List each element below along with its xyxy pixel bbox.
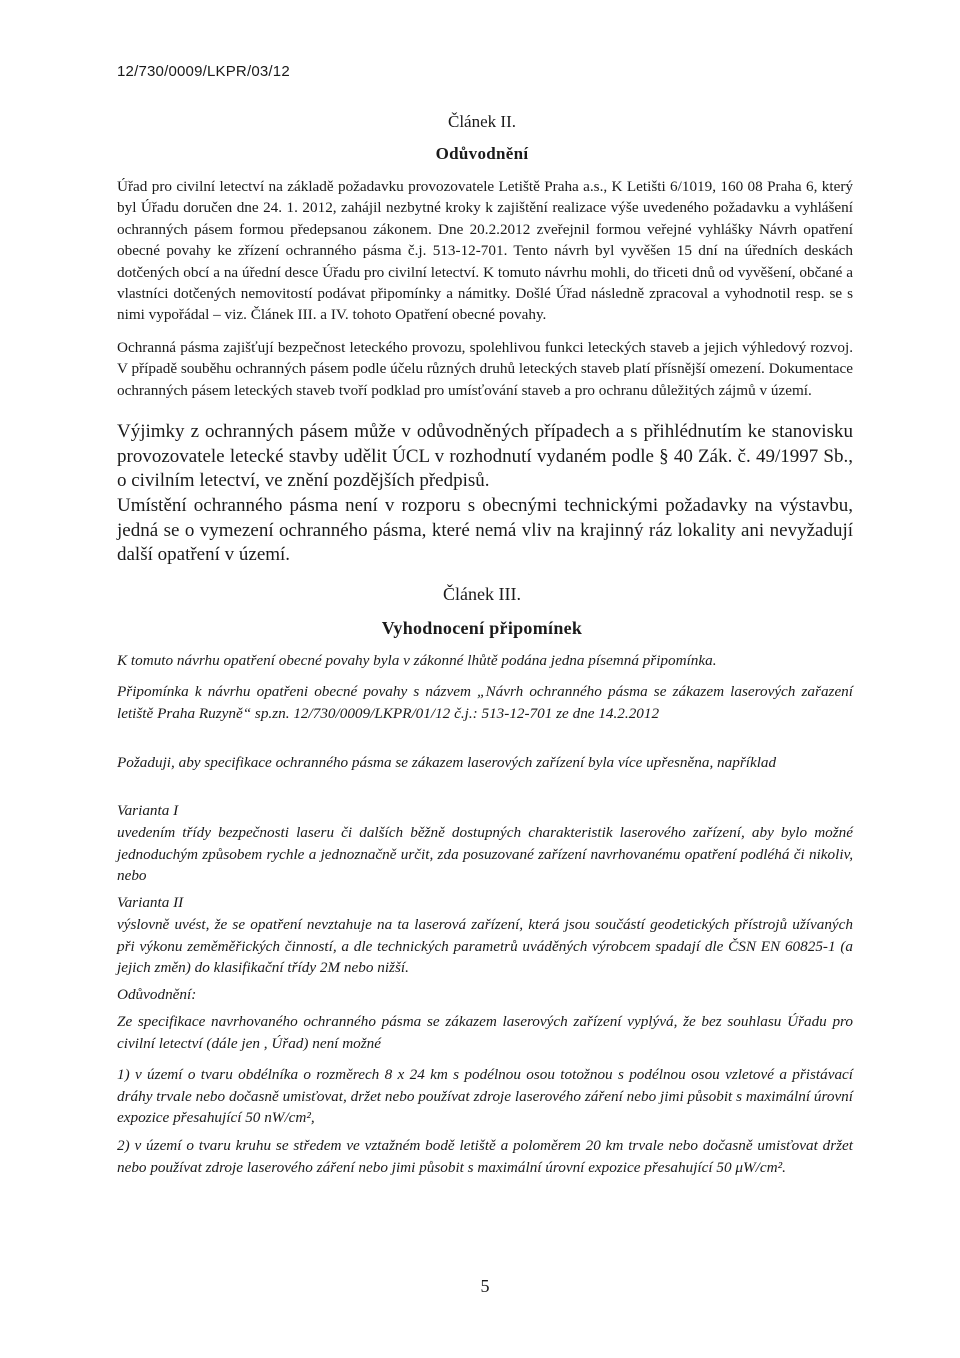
article-2-paragraph-3: Výjimky z ochranných pásem může v odůvodněných případech a s přihlédnutím ke stanovisku provozovatele letecké stavby udělit ÚCL v rozhodnutí vydaném podle § 40 Zák. č. 49/1997 Sb., o civilním letectví, ve znění pozdějších předpisů. bbox=[117, 421, 853, 491]
comment-introduction: Připomínka k návrhu opatřeni obecné povahy s názvem „Návrh ochranného pásma se zákazem laserových zařazení letiště Praha Ruzyně“ sp.zn. 12/730/0009/LKPR/01/12 č.j.: 513-12-701 ze dne 14.2.2012 bbox=[117, 683, 853, 722]
article-3-heading: Článek III. bbox=[443, 584, 521, 604]
article-2-paragraph-1: Úřad pro civilní letectví na základě požadavku provozovatele Letiště Praha a.s., K Letišti 6/1019, 160 08 Praha 6, který byl Úřadu doručen dne 24. 1. 2012, zahájil nezbytné kroky k zajištění realizace výše uvedeného požadavku a vyhlášení ochranných pásem formou předepsanou zákonem. Dne 20.2.2012 zveřejnil formou veřejné vyhlášky Návrh opatření obecné povahy ke zřízení ochranného pásma č.j. 513-12-701. Tento návrh byl vyvěšen 15 dní na úředních deskách dotčených obcí a na úřední desce Úřadu pro civilní letectví. K tomuto návrhu mohli, do třiceti dnů od vyvěšení, občané a vlastníci dotčených nemovitostí podávat připomínky a námitky. Došlé Úřad následně zpracoval a vyhodnotil resp. se s nimi vypořádal – viz. Článek III. a IV. tohoto Opatření obecné povahy. bbox=[117, 178, 853, 324]
article-3-title: Vyhodnocení připomínek bbox=[381, 618, 583, 638]
article-2-paragraph-2: Ochranná pásma zajišťují bezpečnost leteckého provozu, spolehlivou funkci leteckých staveb a jejich výhledový rozvoj. V případě souběhu ochranných pásem podle účelu různých druhů leteckých staveb platí přísnější omezení. Dokumentace ochranných pásem leteckých staveb tvoří podklad pro umísťování staveb a pro ochranu důležitých zájmů v území. bbox=[117, 339, 853, 399]
variant-2-text: výslovně uvést, že se opatření nevztahuje na ta laserová zařízení, která jsou součástí geodetických přístrojů užívaných při výkonu zeměměřických činností, a dle technických parametrů uváděných výrobcem spadají dle ČSN EN 60825-1 (a jejich změn) do klasifikační třídy 2M nebo nižší. bbox=[117, 916, 853, 976]
restriction-point-1: 1) v území o tvaru obdélníka o rozměrech 8 x 24 km s podélnou osou totožnou s podélnou osou vzletové a přistávací dráhy trvale nebo dočasně umisťovat, držet nebo používat zdroje laserového záření nebo jimi působit s maximální úrovní expozice přesahující 50 nW/cm², bbox=[117, 1066, 853, 1126]
article-2-title: Odůvodnění bbox=[435, 144, 529, 163]
variant-1-text: uvedením třídy bezpečnosti laseru či dalších běžně dostupných charakteristik laserového zařízení, aby bylo možné jednoduchým způsobem rychle a jednoznačně určit, zda posuzované zařízení navrhovanému opatření podléhá či nikoliv, nebo bbox=[117, 824, 853, 884]
comments-intro: K tomuto návrhu opatření obecné povahy byla v zákonné lhůtě podána jedna písemná připomínka. bbox=[117, 652, 717, 669]
article-2-heading: Článek II. bbox=[448, 112, 516, 131]
comment-request: Požaduji, aby specifikace ochranného pásma se zákazem laserových zařízení byla více upřesněna, například bbox=[117, 754, 777, 771]
variant-2-label: Varianta II bbox=[117, 894, 184, 911]
justification-label: Odůvodnění: bbox=[117, 986, 197, 1003]
document-reference: 12/730/0009/LKPR/03/12 bbox=[117, 63, 290, 80]
article-2-paragraph-4: Umístění ochranného pásma není v rozporu s obecnými technickými požadavky na výstavbu, jedná se o vymezení ochranného pásma, které nemá vliv na krajinný ráz lokality ani nevyžadují další opatření v území. bbox=[117, 495, 853, 565]
variant-1-label: Varianta I bbox=[117, 802, 179, 819]
restriction-point-2: 2) v území o tvaru kruhu se středem ve vztažném bodě letiště a poloměrem 20 km trvale nebo dočasně umisťovat držet nebo používat zdroje laserového záření nebo jimi působit s maximální úrovní expozice přesahující 50 μW/cm². bbox=[117, 1137, 853, 1176]
page-number: 5 bbox=[480, 1276, 490, 1296]
justification-text: Ze specifikace navrhovaného ochranného pásma se zákazem laserových zařízení vyplývá, že bez souhlasu Úřadu pro civilní letectví (dále jen , Úřad) není možné bbox=[117, 1013, 853, 1052]
